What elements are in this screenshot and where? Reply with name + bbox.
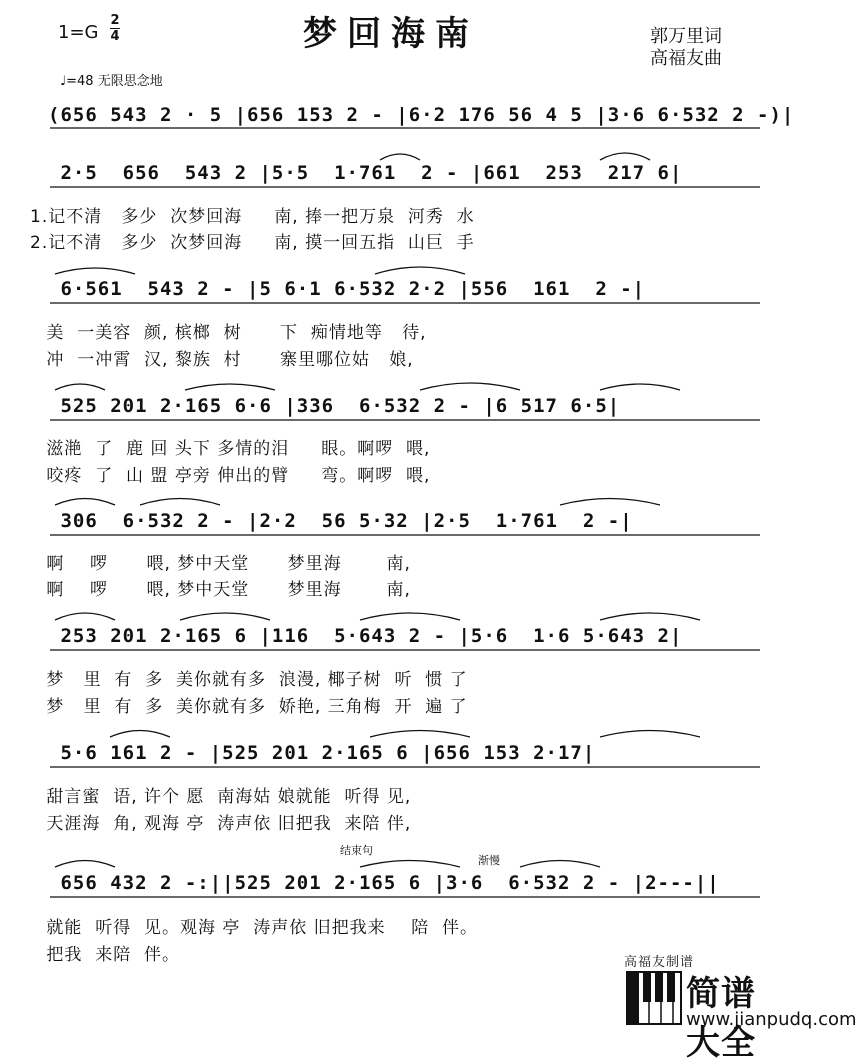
slur-mark [520, 861, 600, 868]
slur-mark [560, 499, 660, 506]
site-url[interactable]: www.jianpudq.com [686, 1009, 857, 1030]
slur-mark [360, 613, 460, 620]
transcriber-credit: 高福友制谱 [624, 955, 695, 970]
slur-mark [185, 384, 275, 390]
lyric-verse-1: 就能 听得 见。观海 亭 涛声依 旧把我来 陪 伴。 [40, 918, 479, 938]
lyric-verse-2: 啊 啰 喂, 梦中天堂 梦里海 南, [40, 580, 411, 600]
lyric-verse-1: 啊 啰 喂, 梦中天堂 梦里海 南, [40, 554, 411, 574]
lyric-verse-2: 冲 一冲霄 汉, 黎族 村 寨里哪位姑 娘, [40, 350, 414, 370]
slur-mark [370, 731, 470, 738]
lyric-verse-1: 滋滟 了 鹿 回 头下 多情的泪 眼。啊啰 喂, [40, 439, 431, 459]
notation-row: 6·561 543 2 - |5 6·1 6·532 2·2 |556 161 2 -| [48, 278, 646, 300]
lyric-verse-2: 把我 来陪 伴。 [40, 945, 181, 965]
tempo-marking: ♩=48 无限思念地 [60, 74, 163, 89]
composer: 高福友曲 [650, 48, 722, 69]
lyricist: 郭万里词 [650, 26, 722, 47]
slur-mark [375, 267, 465, 274]
slur-mark [600, 731, 700, 738]
ending-marker: 结束句 [340, 844, 373, 857]
slur-mark [360, 861, 460, 868]
key-signature: 1=G [58, 22, 99, 43]
notation-row: 525 201 2·165 6·6 |336 6·532 2 - |6 517 6·5| [48, 395, 621, 417]
slur-mark [380, 154, 420, 160]
slur-mark [600, 613, 700, 620]
slur-mark [420, 383, 520, 390]
notation-row: 306 6·532 2 - |2·2 56 5·32 |2·5 1·761 2 -| [48, 510, 633, 532]
lyric-verse-2: 咬疼 了 山 盟 亭旁 伸出的臂 弯。啊啰 喂, [40, 466, 431, 486]
slur-mark [600, 384, 680, 390]
lyric-verse-2: 天涯海 角, 观海 亭 涛声依 旧把我 来陪 伴, [40, 814, 412, 834]
slur-mark [180, 613, 270, 620]
notation-row: 5·6 161 2 - |525 201 2·165 6 |656 153 2·17| [48, 742, 596, 764]
notation-row-intro: (656 543 2 · 5 |656 153 2 - |6·2 176 56 4 5 |3·6 6·532 2 -)| [48, 104, 795, 126]
meter-bottom: 4 [110, 29, 120, 44]
slur-mark [55, 613, 115, 620]
song-title: 梦回海南 [303, 14, 479, 54]
meter-top: 2 [110, 13, 120, 28]
lyric-verse-1: 甜言蜜 语, 许个 愿 南海姑 娘就能 听得 见, [40, 787, 412, 807]
slur-mark [55, 861, 115, 868]
slur-mark [140, 499, 220, 506]
slur-mark [55, 384, 105, 390]
site-name: 简谱大全 [686, 974, 756, 1063]
slur-mark [55, 499, 115, 506]
piano-keys-icon [626, 966, 684, 1026]
notation-row: 253 201 2·165 6 |116 5·643 2 - |5·6 1·6 5·643 2| [48, 625, 683, 647]
notation-row: 2·5 656 543 2 |5·5 1·761 2 - |661 253 217 6| [48, 162, 683, 184]
slur-mark [110, 731, 170, 738]
notation-row-final: 656 432 2 -:||525 201 2·165 6 |3·6 6·532 2 - |2---|| [48, 872, 720, 894]
lyric-verse-2: 2.记不清 多少 次梦回海 南, 摸一回五指 山巨 手 [30, 233, 475, 253]
lyric-verse-2: 梦 里 有 多 美你就有多 娇艳, 三角梅 开 遍 了 [40, 697, 468, 717]
ritardando-marker: 渐慢 [478, 854, 500, 867]
lyric-verse-1: 1.记不清 多少 次梦回海 南, 捧一把万泉 河秀 水 [30, 207, 475, 227]
lyric-verse-1: 梦 里 有 多 美你就有多 浪漫, 椰子树 听 惯 了 [40, 670, 468, 690]
slur-mark [600, 153, 650, 160]
slur-mark [55, 268, 135, 274]
lyric-verse-1: 美 一美容 颜, 槟榔 树 下 痴情地等 待, [40, 323, 427, 343]
